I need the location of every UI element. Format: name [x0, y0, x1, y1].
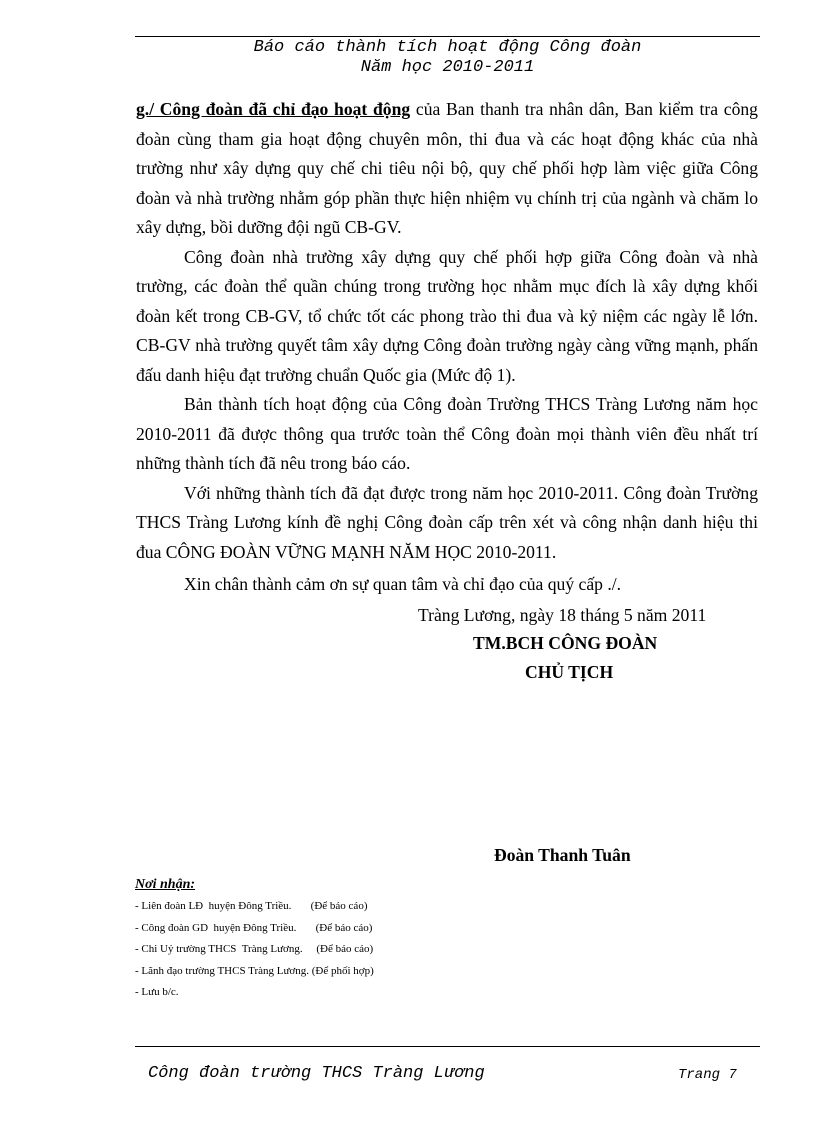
recipient-item: - Công đoàn GD huyện Đông Triều. (Để báo cáo)	[135, 921, 373, 934]
header-rule	[135, 36, 760, 37]
recipients-title: Nơi nhận:	[135, 877, 196, 892]
page-number: Trang 7	[678, 1067, 737, 1083]
recipient-item: - Liên đoàn LĐ huyện Đông Triều. (Để báo cáo)	[135, 900, 368, 912]
footer-organization: Công đoàn trường THCS Tràng Lương	[148, 1064, 485, 1083]
recipients-list	[135, 896, 374, 1004]
footer-rule	[135, 1046, 760, 1047]
signer-name: Đoàn Thanh Tuân	[494, 845, 631, 865]
report-body	[136, 95, 758, 600]
paragraph-3: Bản thành tích hoạt động của Công đoàn Trường THCS Tràng Lương năm học 2010-2011 đã được thông qua trước toàn thể Công đoàn mọi thành viên đều nhất trí những thành tích đã nêu trong báo cáo.	[136, 394, 758, 473]
recipients-block	[135, 876, 374, 1004]
recipient-item: - Lưu b/c.	[135, 986, 179, 998]
paragraph-2: Công đoàn nhà trường xây dựng quy chế phối hợp giữa Công đoàn và nhà trường, các đoàn thể quần chúng trong trường học nhằm mục đích là xây dựng khối đoàn kết trong CB-GV, tổ chức tốt các phong trào thi đua và kỷ niệm các ngày lễ lớn. CB-GV nhà trường quyết tâm xây dựng Công đoàn trường ngày càng vững mạnh, phấn đấu danh hiệu đạt trường chuẩn Quốc gia (Mức độ 1).	[136, 246, 758, 385]
header-title: Báo cáo thành tích hoạt động Công đoàn	[253, 38, 642, 57]
paragraph-1-text: của Ban thanh tra nhân dân, Ban kiểm tra công đoàn cùng tham gia hoạt động chuyên môn, thi đua và các hoạt động khác của nhà trường như xây dựng quy chế chi tiêu nội bộ, quy chế phối hợp làm việc giữa Công đoàn và nhà trường nhằm góp phần thực hiện nhiệm vụ chính trị của ngành và chăm lo xây dựng, bồi dưỡng đội ngũ CB-GV.	[136, 99, 758, 237]
header-subtitle: Năm học 2010-2011	[360, 58, 535, 77]
recipient-item: - Lãnh đạo trường THCS Tràng Lương. (Để phối hợp)	[135, 964, 374, 977]
paragraph-4: Với những thành tích đã đạt được trong năm học 2010-2011. Công đoàn Trường THCS Tràng Lương kính đề nghị Công đoàn cấp trên xét và công nhận danh hiệu thi đua CÔNG ĐOÀN VỮNG MẠNH NĂM HỌC 2010-2011.	[136, 482, 758, 562]
paragraph-5: Xin chân thành cảm ơn sự quan tâm và chỉ đạo của quý cấp ./.	[184, 574, 622, 594]
place-date: Tràng Lương, ngày 18 tháng 5 năm 2011	[418, 605, 707, 625]
signature-role: CHỦ TỊCH	[525, 662, 614, 682]
recipient-item: - Chi Uỷ trường THCS Tràng Lương. (Để báo cáo)	[135, 943, 374, 955]
paragraph-1	[136, 95, 758, 243]
signature-org: TM.BCH CÔNG ĐOÀN	[473, 633, 658, 653]
page-header	[135, 38, 760, 78]
paragraph-1-lead: g./ Công đoàn đã chỉ đạo hoạt động	[136, 99, 411, 119]
